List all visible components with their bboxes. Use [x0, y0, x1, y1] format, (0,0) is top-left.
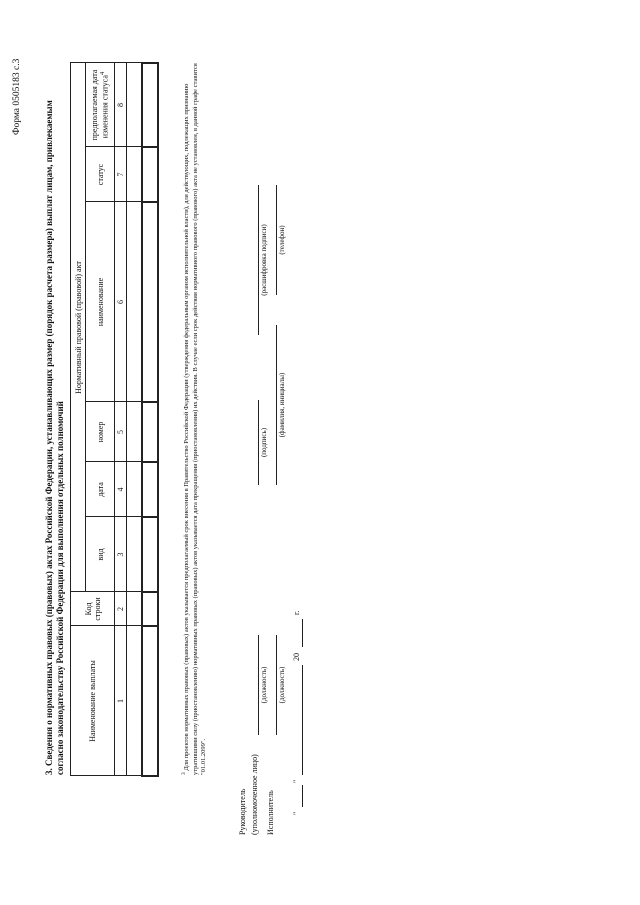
date-year-suffix: г. [292, 610, 301, 615]
date-month-line[interactable] [302, 665, 303, 775]
form-code: Форма 0505183 с.3 [12, 58, 22, 135]
header-change-date-sup: 4 [99, 71, 107, 76]
section-heading: 3. Сведения о нормативных правовых (правовых) актах Российской Федерации, устанавливающих размер (порядок расчета размера) выплат лицам, привлекаемым согласно законодательству Российской Федерации для выполнения отдельных полномочий [44, 100, 65, 775]
footnote-3-end: "01.01.2099". [199, 738, 207, 775]
executor-phone-caption: (телефон) [278, 225, 286, 255]
acts-table [70, 62, 159, 777]
executor-position-caption: (должность) [278, 666, 286, 704]
table-cell[interactable] [127, 63, 143, 147]
table-cell[interactable] [142, 147, 158, 202]
table-cell[interactable] [127, 147, 143, 202]
executor-position-line[interactable] [276, 635, 277, 735]
head-sublabel: (уполномоченное лицо) [250, 754, 259, 835]
date-year-prefix: 20 [292, 653, 301, 661]
head-position-line[interactable] [258, 635, 259, 735]
column-number: 3 [115, 517, 127, 592]
header-line-code: Код строки [71, 592, 115, 626]
footnote-mark: 3 [181, 772, 187, 775]
header-act-number: номер [86, 402, 115, 462]
table-cell[interactable] [142, 517, 158, 592]
table-row [127, 63, 143, 776]
table-cell[interactable] [142, 402, 158, 462]
column-number: 4 [115, 462, 127, 517]
footnotes [180, 55, 208, 775]
table-cell[interactable] [142, 462, 158, 517]
table-cell[interactable] [142, 626, 158, 776]
header-act-type: вид [86, 517, 115, 592]
executor-label: Исполнитель [266, 790, 275, 835]
head-position-caption: (должность) [260, 666, 268, 704]
header-act-status: статус [86, 147, 115, 202]
date-close-quote: " [292, 779, 301, 783]
table-cell[interactable] [142, 592, 158, 626]
head-decoding-caption: (расшифровка подписи) [260, 224, 268, 296]
date-day-line[interactable] [302, 785, 303, 807]
head-label: Руководитель [238, 788, 247, 835]
head-signature-caption: (подпись) [260, 427, 268, 458]
table-cell[interactable] [127, 402, 143, 462]
header-act-date: дата [86, 462, 115, 517]
table-cell[interactable] [127, 202, 143, 402]
header-change-date-text: предполагаемая дата изменения статуса [90, 69, 110, 141]
executor-name-line[interactable] [276, 325, 277, 485]
header-payment-name: Наименование выплаты [71, 626, 115, 776]
date-open-quote: " [292, 811, 301, 815]
table-cell[interactable] [127, 462, 143, 517]
head-signature-line[interactable] [258, 400, 259, 485]
table-cell[interactable] [142, 63, 158, 147]
table-cell[interactable] [127, 517, 143, 592]
table-cell[interactable] [127, 592, 143, 626]
header-act-title: наименование [86, 202, 115, 402]
executor-phone-line[interactable] [276, 185, 277, 295]
table-row [142, 63, 158, 776]
column-number: 5 [115, 402, 127, 462]
footnote-3-text: Для проектов нормативных правовых (правовых) актов указывается предполагаемый срок внесения в Правительство Российской Федерации (утверждения федеральным органом исполнительной власти), для действующих, подлежащих признанию утратившими силу (приостановлению) нормативных правовых (правовых) актов указывается дата прекращения (приостановления) их действия. В случае если срок действия нормативного правового (правового) акта не установлен, в данной графе ставится [183, 63, 199, 775]
column-number: 1 [115, 626, 127, 776]
executor-name-caption: (фамилия, инициалы) [278, 372, 286, 438]
table-cell[interactable] [142, 202, 158, 402]
column-number: 8 [115, 63, 127, 147]
column-number: 6 [115, 202, 127, 402]
head-decoding-line[interactable] [258, 185, 259, 335]
header-act-group: Нормативный правовой (правовой) акт [71, 63, 86, 592]
table-cell[interactable] [127, 626, 143, 776]
column-number: 7 [115, 147, 127, 202]
date-year-line[interactable] [302, 619, 303, 647]
header-change-date [86, 63, 115, 147]
column-number: 2 [115, 592, 127, 626]
